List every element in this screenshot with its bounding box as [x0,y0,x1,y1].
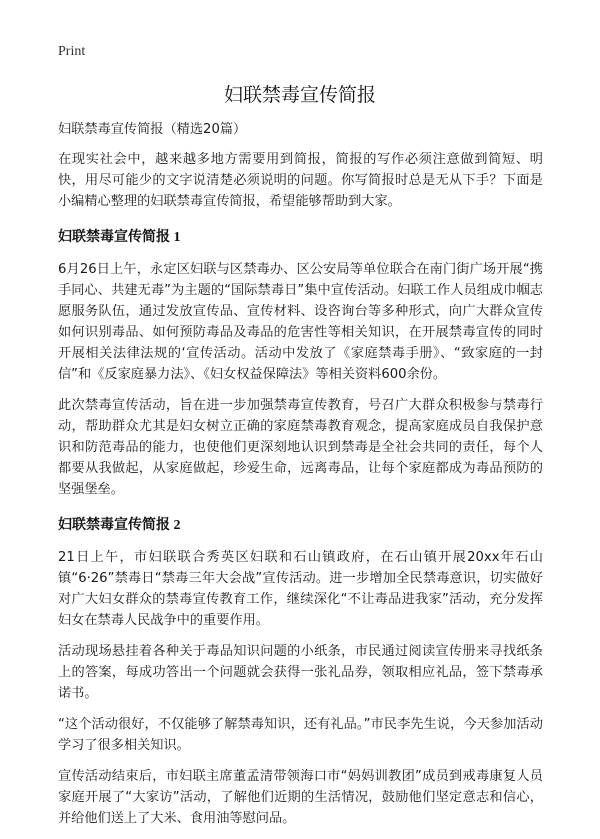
section-1-paragraph-2: 此次禁毒宣传活动，旨在进一步加强禁毒宣传教育，号召广大群众积极参与禁毒行动，帮助群众尤其是妇女树立正确的家庭禁毒教育观念，提高家庭成员自我保护意识和防范毒品的能力，也使他们更深刻地认识到禁毒是全社会共同的责任，每个人都要从我做起，从家庭做起，珍爱生命，远离毒品，让每个家庭都成为毒品预防的坚强堡垒。 [58,398,543,497]
print-label: Print [58,44,86,59]
section-heading-2: 妇联禁毒宣传简报 2 [58,518,181,533]
section-2-paragraph-2: 活动现场悬挂着各种关于毒品知识问题的小纸条，市民通过阅读宣传册来寻找纸条上的答案，每成功答出一个问题就会获得一张礼品券，领取相应礼品，签下禁毒承诺书。 [58,644,543,701]
document-title: 妇联禁毒宣传简报 [223,84,376,106]
section-1-paragraph-1: 6月26日上午，永定区妇联与区禁毒办、区公安局等单位联合在南门街广场开展“携手同心、共建无毒”为主题的“国际禁毒日”集中宣传活动。妇联工作人员组成巾帼志愿服务队伍，通过发放宣传品、宣传材料、设咨询台等多种形式，向广大群众宣传如何识别毒品、如何预防毒品及毒品的危害性等相关知识，在开展禁毒宣传的同时开展相关法律法规的‘宣传活动。活动中发放了《家庭禁毒手册》、“致家庭的一封信”和《反家庭暴力法》、《妇女权益保障法》等相关资料600余份。 [58,262,543,382]
section-2-paragraph-4: 宣传活动结束后，市妇联主席董孟清带领海口市“妈妈训教团”成员到戒毒康复人员家庭开展了“大家访”活动，了解他们近期的生活情况，鼓励他们坚定意志和信心，并给他们送上了大米、食用油等慰问品。 [58,769,543,826]
intro-paragraph: 在现实社会中，越来越多地方需要用到简报，简报的写作必须注意做到简短、明快，用尽可能少的文字说清楚必须说明的问题。你写简报时总是无从下手？下面是小编精心整理的妇联禁毒宣传简报，希望能够帮助到大家。 [58,152,543,209]
section-2-paragraph-1: 21日上午，市妇联联合秀英区妇联和石山镇政府，在石山镇开展20xx年石山镇“6·26”禁毒日“禁毒三年大会战”宣传活动。进一步增加全民禁毒意识，切实做好对广大妇女群众的禁毒宣传教育工作，继续深化“不让毒品进我家”活动，充分发挥妇女在禁毒人民战争中的重要作用。 [58,550,543,628]
document-body [58,119,543,839]
section-2-paragraph-3: “这个活动很好，不仅能够了解禁毒知识，还有礼品。”市民李先生说，今天参加活动学习了很多相关知识。 [58,717,543,753]
document-subtitle: 妇联禁毒宣传简报（精选20篇） [58,122,247,137]
section-heading-1: 妇联禁毒宣传简报 1 [58,230,181,245]
